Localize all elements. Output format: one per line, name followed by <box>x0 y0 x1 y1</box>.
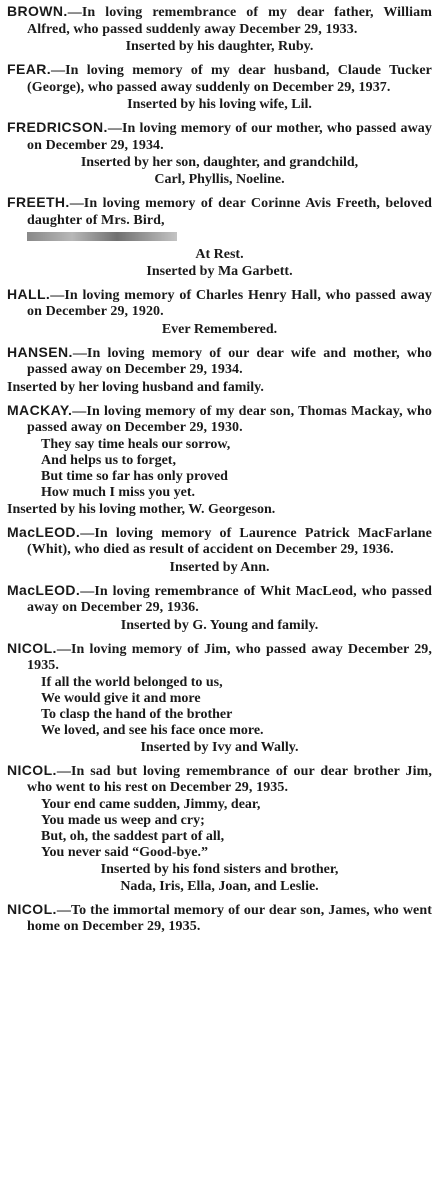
notice-inserted-by: Inserted by Ann. <box>169 559 270 575</box>
notice-inserted-by: Inserted by G. Young and family. <box>120 617 319 633</box>
notice-body: —In loving memory of Charles Henry Hall, who passed away on December 29, 1920. <box>27 287 432 319</box>
notice-inserted-by: Inserted by his daughter, Ruby. <box>125 39 314 54</box>
notice-surname: FREETH. <box>7 194 70 210</box>
notice-text <box>7 524 432 559</box>
notice-text <box>7 402 432 437</box>
notice-nicol-1 <box>7 640 432 756</box>
notice-poem: If all the world belonged to us, We would give it and more To clasp the hand of the brother We loved, and see his face once more. <box>41 674 264 738</box>
notice-surname: NICOL. <box>7 900 57 917</box>
notice-body: —In loving remembrance of my dear father, William Alfred, who passed suddenly away December 29, 1933. <box>27 5 432 37</box>
notice-surname: MacLEOD. <box>7 523 81 540</box>
notice-inserted-by: Inserted by his loving mother, W. Georgeson. <box>7 501 276 517</box>
notice-surname: NICOL. <box>7 639 57 656</box>
notice-surname: FREDRICSON. <box>7 119 108 135</box>
notice-surname: MacLEOD. <box>7 581 81 598</box>
notice-body: —In loving memory of our mother, who passed away on December 29, 1934. <box>27 121 432 153</box>
notice-inserted-by: Inserted by his loving wife, Lil. <box>127 97 312 112</box>
notice-text <box>7 119 432 154</box>
notice-nicol-2 <box>7 762 432 895</box>
notice-inserted-by: Inserted by Ivy and Wally. <box>140 739 299 755</box>
notice-hall <box>7 286 432 338</box>
notice-verse: At Rest. <box>195 246 244 262</box>
notice-body: —In loving memory of my dear son, Thomas Mackay, who passed away on December 29, 1930. <box>27 403 432 435</box>
notice-body: —In loving memory of Jim, who passed away December 29, 1935. <box>27 641 432 673</box>
notice-nicol-3 <box>7 901 432 936</box>
notice-verse: Ever Remembered. <box>161 321 278 337</box>
notice-text <box>7 194 432 246</box>
notice-inserted-by: Inserted by Ma Garbett. <box>146 263 293 279</box>
notice-text <box>7 762 432 797</box>
notice-text <box>7 640 432 675</box>
notice-brown <box>7 3 432 55</box>
notice-text <box>7 3 432 38</box>
notice-fear <box>7 61 432 113</box>
notice-text <box>7 344 432 379</box>
notice-macleod-2 <box>7 582 432 634</box>
notice-inserted-by: Inserted by his fond sisters and brother, Nada, Iris, Ella, Joan, and Leslie. <box>100 861 339 894</box>
notice-body: —In loving memory of my dear husband, Claude Tucker (George), who passed away suddenly on December 29, 1937. <box>27 63 432 95</box>
notice-body: —In loving remembrance of Whit MacLeod, who passed away on December 29, 1936. <box>27 583 432 615</box>
notice-text <box>7 901 432 936</box>
notice-inserted-by: Inserted by her son, daughter, and grandchild, Carl, Phyllis, Noeline. <box>80 155 359 187</box>
notice-fredricson <box>7 119 432 188</box>
notice-macleod-1 <box>7 524 432 576</box>
notice-freeth <box>7 194 432 280</box>
notice-text <box>7 61 432 96</box>
notice-surname: FEAR. <box>7 61 51 77</box>
print-smudge <box>27 232 177 241</box>
notice-surname: MACKAY. <box>7 401 73 418</box>
notice-surname: HALL. <box>7 285 51 302</box>
notice-surname: NICOL. <box>7 761 57 778</box>
notice-poem: They say time heals our sorrow, And helps us to forget, But time so far has only proved How much I miss you yet. <box>41 436 231 500</box>
notice-body: —To the immortal memory of our dear son, James, who went home on December 29, 1935. <box>27 902 432 934</box>
notice-body: —In loving memory of dear Corinne Avis Freeth, beloved daughter of Mrs. Bird, <box>27 196 432 228</box>
notice-surname: HANSEN. <box>7 343 73 360</box>
notice-text <box>7 286 432 321</box>
notice-inserted-by: Inserted by her loving husband and family. <box>7 379 264 395</box>
death-notices-column <box>7 3 432 942</box>
notice-body: —In loving memory of our dear wife and mother, who passed away on December 29, 1934. <box>27 345 432 377</box>
notice-body: —In sad but loving remembrance of our dear brother Jim, who went to his rest on December 29, 1935. <box>27 763 432 795</box>
notice-poem: Your end came sudden, Jimmy, dear, You made us weep and cry; But, oh, the saddest part of all, You never said “Good-bye.” <box>41 796 261 860</box>
notice-mackay <box>7 402 432 518</box>
notice-hansen <box>7 344 432 396</box>
notice-body: —In loving memory of Laurence Patrick MacFarlane (Whit), who died as result of accident on December 29, 1936. <box>27 525 432 557</box>
notice-text <box>7 582 432 617</box>
notice-surname: BROWN. <box>7 3 68 19</box>
